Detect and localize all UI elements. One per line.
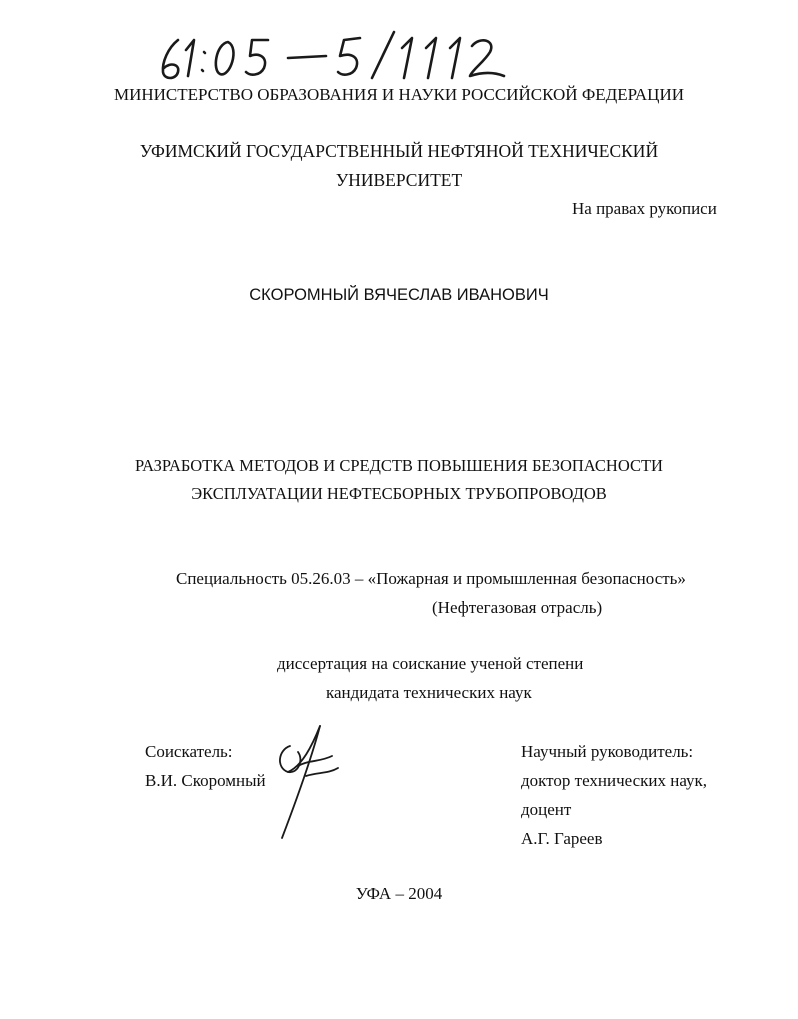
ministry-name: МИНИСТЕРСТВО ОБРАЗОВАНИЯ И НАУКИ РОССИЙСКОЙ ФЕДЕРАЦИИ: [113, 85, 685, 104]
applicant-name: В.И. Скоромный: [145, 771, 266, 790]
author-name: СКОРОМНЫЙ ВЯЧЕСЛАВ ИВАНОВИЧ: [249, 286, 549, 304]
university-name-line1: УФИМСКИЙ ГОСУДАРСТВЕННЫЙ НЕФТЯНОЙ ТЕХНИЧЕСКИЙ: [139, 141, 659, 161]
applicant-label: Соискатель:: [145, 742, 233, 761]
handwritten-archive-number: [150, 28, 520, 88]
city-year: УФА – 2004: [355, 884, 443, 903]
supervisor-degree: доктор технических наук,: [521, 771, 708, 790]
specialty-branch: (Нефтегазовая отрасль): [432, 598, 603, 617]
dissertation-purpose-line1: диссертация на соискание ученой степени: [277, 654, 584, 673]
university-name-line2: УНИВЕРСИТЕТ: [335, 170, 463, 190]
supervisor-name: А.Г. Гареев: [521, 829, 603, 848]
specialty: Специальность 05.26.03 – «Пожарная и промышленная безопасность»: [176, 569, 686, 588]
applicant-signature: [268, 716, 342, 842]
dissertation-title-line2: ЭКСПЛУАТАЦИИ НЕФТЕСБОРНЫХ ТРУБОПРОВОДОВ: [191, 484, 607, 503]
dissertation-title-line1: РАЗРАБОТКА МЕТОДОВ И СРЕДСТВ ПОВЫШЕНИЯ БЕЗОПАСНОСТИ: [135, 456, 663, 475]
manuscript-rights: На правах рукописи: [572, 199, 717, 218]
supervisor-rank: доцент: [521, 800, 572, 819]
supervisor-label: Научный руководитель:: [521, 742, 694, 761]
dissertation-purpose-line2: кандидата технических наук: [326, 683, 532, 702]
